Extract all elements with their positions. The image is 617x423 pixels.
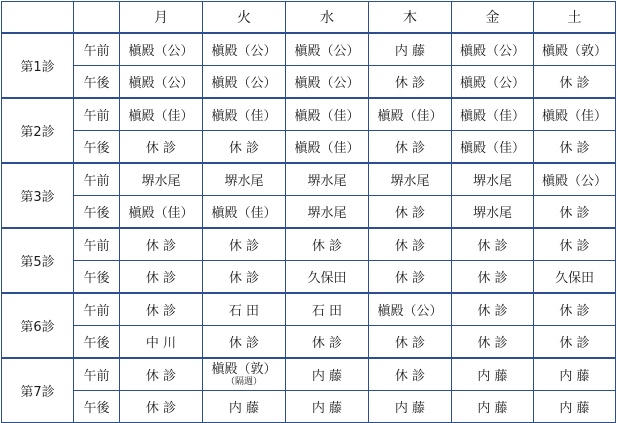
schedule-row (2, 66, 616, 99)
day-header: 土 (534, 2, 616, 34)
doctor-cell: 休 診 (369, 326, 452, 359)
doctor-cell: 休 診 (534, 228, 616, 261)
doctor-cell: 休 診 (120, 358, 203, 391)
doctor-cell: 槇殿（公） (203, 33, 286, 66)
period-label: 午後 (74, 261, 120, 294)
doctor-note: （隔週） (225, 377, 262, 387)
schedule-row (2, 196, 616, 229)
doctor-cell: 石 田 (203, 293, 286, 326)
doctor-cell: 休 診 (203, 326, 286, 359)
doctor-cell: 石 田 (286, 293, 369, 326)
room-label: 第3診 (2, 163, 74, 228)
doctor-cell: 槇殿（佳） (286, 98, 369, 131)
period-label: 午前 (74, 358, 120, 391)
doctor-cell: 内 藤 (452, 391, 534, 423)
day-header: 月 (120, 2, 203, 34)
doctor-cell: 休 診 (369, 66, 452, 99)
doctor-cell: 内 藤 (369, 33, 452, 66)
doctor-cell (203, 358, 286, 391)
day-header: 火 (203, 2, 286, 34)
period-label: 午前 (74, 98, 120, 131)
corner-cell-period (74, 2, 120, 34)
doctor-cell: 内 藤 (369, 391, 452, 423)
doctor-cell: 堺水尾 (369, 163, 452, 196)
doctor-cell: 休 診 (120, 261, 203, 294)
doctor-cell: 休 診 (286, 228, 369, 261)
schedule-row (2, 293, 616, 326)
doctor-cell: 槇殿（佳） (369, 98, 452, 131)
doctor-cell: 堺水尾 (203, 163, 286, 196)
doctor-cell: 休 診 (120, 391, 203, 423)
doctor-cell: 内 藤 (203, 391, 286, 423)
doctor-cell: 槇殿（佳） (203, 196, 286, 229)
doctor-cell: 堺水尾 (452, 196, 534, 229)
doctor-cell: 槇殿（佳） (120, 196, 203, 229)
corner-cell (2, 2, 74, 34)
doctor-cell: 休 診 (369, 261, 452, 294)
schedule-row (2, 326, 616, 359)
header-row (2, 2, 616, 34)
schedule-row (2, 98, 616, 131)
period-label: 午後 (74, 391, 120, 423)
doctor-cell: 槇殿（佳） (286, 131, 369, 164)
room-label: 第2診 (2, 98, 74, 163)
doctor-cell: 内 藤 (286, 358, 369, 391)
day-header: 水 (286, 2, 369, 34)
doctor-cell: 休 診 (120, 228, 203, 261)
doctor-cell: 休 診 (534, 131, 616, 164)
room-label: 第5診 (2, 228, 74, 293)
doctor-cell: 休 診 (452, 293, 534, 326)
schedule-row (2, 261, 616, 294)
schedule-row (2, 358, 616, 391)
schedule-row (2, 131, 616, 164)
doctor-cell: 休 診 (369, 228, 452, 261)
doctor-cell: 休 診 (120, 293, 203, 326)
doctor-cell: 槇殿（公） (534, 163, 616, 196)
doctor-cell: 槇殿（公） (203, 66, 286, 99)
doctor-cell: 中 川 (120, 326, 203, 359)
schedule-row (2, 391, 616, 423)
doctor-cell: 久保田 (286, 261, 369, 294)
doctor-cell: 槇殿（敦） (534, 33, 616, 66)
doctor-cell: 槇殿（佳） (120, 98, 203, 131)
doctor-cell: 休 診 (534, 326, 616, 359)
schedule-row (2, 228, 616, 261)
doctor-cell: 槇殿（佳） (452, 131, 534, 164)
doctor-cell: 休 診 (534, 196, 616, 229)
doctor-cell: 休 診 (452, 228, 534, 261)
doctor-cell: 槇殿（公） (452, 33, 534, 66)
doctor-cell: 内 藤 (286, 391, 369, 423)
doctor-cell: 休 診 (369, 358, 452, 391)
doctor-cell: 堺水尾 (452, 163, 534, 196)
schedule-row (2, 33, 616, 66)
doctor-cell: 休 診 (452, 261, 534, 294)
doctor-cell: 堺水尾 (120, 163, 203, 196)
doctor-cell: 槇殿（佳） (534, 98, 616, 131)
doctor-cell: 堺水尾 (286, 163, 369, 196)
doctor-cell: 槇殿（公） (286, 33, 369, 66)
room-label: 第1診 (2, 33, 74, 98)
schedule-body (2, 33, 616, 423)
period-label: 午後 (74, 66, 120, 99)
doctor-cell: 休 診 (452, 326, 534, 359)
doctor-cell: 休 診 (286, 326, 369, 359)
room-label: 第6診 (2, 293, 74, 358)
period-label: 午前 (74, 228, 120, 261)
period-label: 午前 (74, 33, 120, 66)
doctor-cell: 休 診 (120, 131, 203, 164)
doctor-cell: 槇殿（公） (369, 293, 452, 326)
period-label: 午前 (74, 163, 120, 196)
doctor-cell: 内 藤 (452, 358, 534, 391)
room-label: 第7診 (2, 358, 74, 423)
doctor-cell: 槇殿（公） (120, 66, 203, 99)
doctor-cell: 槇殿（公） (286, 66, 369, 99)
doctor-cell: 休 診 (534, 66, 616, 99)
period-label: 午後 (74, 326, 120, 359)
doctor-cell: 休 診 (534, 293, 616, 326)
day-header: 木 (369, 2, 452, 34)
doctor-cell: 休 診 (369, 131, 452, 164)
period-label: 午後 (74, 196, 120, 229)
doctor-cell: 槇殿（公） (120, 33, 203, 66)
doctor-cell: 槇殿（公） (452, 66, 534, 99)
period-label: 午前 (74, 293, 120, 326)
doctor-cell: 槇殿（佳） (452, 98, 534, 131)
doctor-cell: 久保田 (534, 261, 616, 294)
schedule-row (2, 163, 616, 196)
doctor-cell: 内 藤 (534, 391, 616, 423)
doctor-cell: 休 診 (203, 131, 286, 164)
day-header: 金 (452, 2, 534, 34)
doctor-cell: 槇殿（佳） (203, 98, 286, 131)
doctor-cell: 内 藤 (534, 358, 616, 391)
doctor-cell: 休 診 (203, 261, 286, 294)
doctor-cell: 堺水尾 (286, 196, 369, 229)
doctor-name: 槇殿（敦） (211, 362, 277, 377)
doctor-cell: 休 診 (369, 196, 452, 229)
clinic-schedule-table (1, 1, 616, 423)
period-label: 午後 (74, 131, 120, 164)
doctor-cell: 休 診 (203, 228, 286, 261)
